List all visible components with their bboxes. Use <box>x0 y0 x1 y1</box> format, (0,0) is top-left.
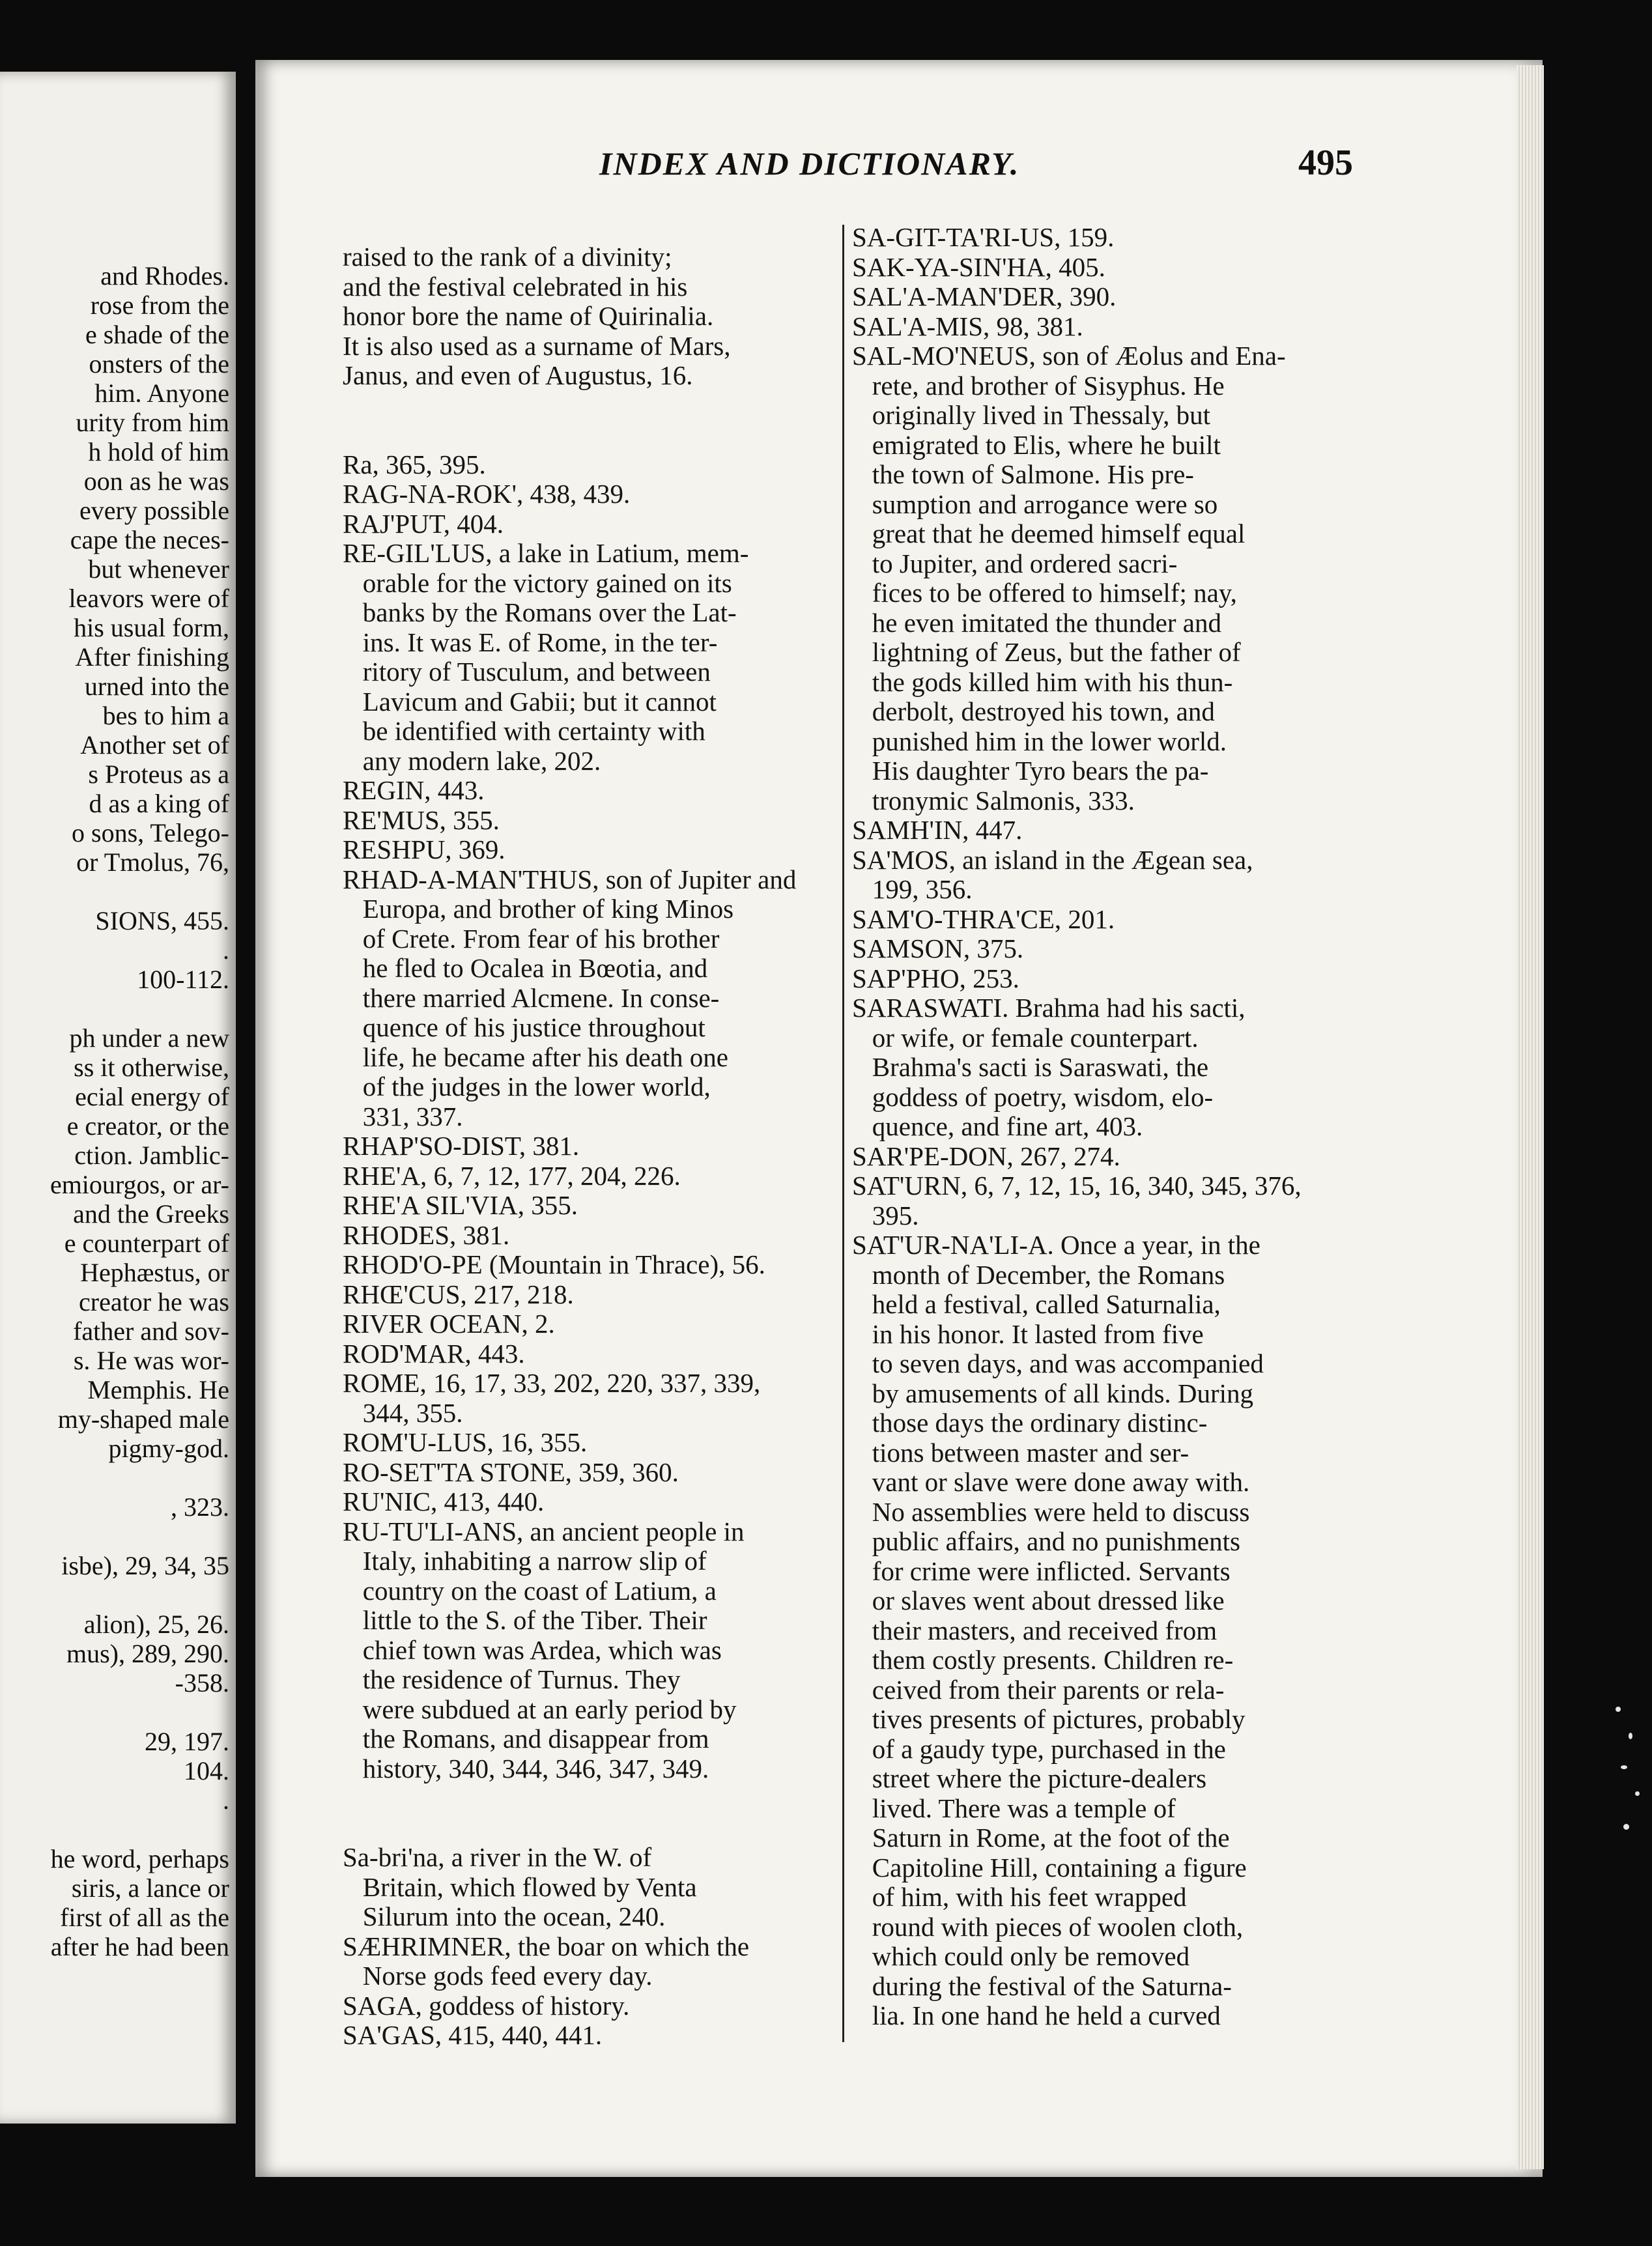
page-edge <box>1517 65 1544 2169</box>
index-line: orable for the victory gained on its <box>343 567 732 598</box>
index-line: RHŒ'CUS, 217, 218. <box>343 1279 574 1309</box>
index-line: lia. In one hand he held a curved <box>852 2000 1221 2030</box>
facing-page-line: every possible <box>79 496 229 525</box>
facing-page-line: rose from the <box>90 291 229 320</box>
index-line: any modern lake, 202. <box>343 745 601 776</box>
index-line: lived. There was a temple of <box>852 1793 1176 1823</box>
facing-page-line: after he had been <box>50 1932 229 1961</box>
index-line: punished him in the lower world. <box>852 726 1227 756</box>
facing-page-line: his usual form, <box>74 613 229 642</box>
index-line: SA-GIT-TA'RI-US, 159. <box>852 222 1115 252</box>
index-line: ROD'MAR, 443. <box>343 1338 525 1369</box>
index-line: RHAP'SO-DIST, 381. <box>343 1131 580 1161</box>
index-line: of a gaudy type, purchased in the <box>852 1733 1226 1764</box>
index-line: Britain, which flowed by Venta <box>343 1871 697 1902</box>
facing-page-line: alion), 25, 26. <box>83 1610 229 1639</box>
facing-page-line: Memphis. He <box>87 1375 229 1404</box>
index-line: the Romans, and disappear from <box>343 1724 709 1754</box>
index-line: the residence of Turnus. They <box>343 1664 681 1694</box>
index-line: Silurum into the ocean, 240. <box>343 1901 666 1931</box>
index-line: SAMH'IN, 447. <box>852 815 1023 845</box>
index-line: RIVER OCEAN, 2. <box>343 1309 555 1339</box>
index-line: quence, and fine art, 403. <box>852 1111 1143 1141</box>
index-line: SAGA, goddess of history. <box>343 1990 630 2021</box>
index-line: Saturn in Rome, at the foot of the <box>852 1823 1230 1853</box>
index-line: street where the picture-dealers <box>852 1763 1207 1793</box>
index-line: Ra, 365, 395. <box>343 449 486 479</box>
index-line: SAP'PHO, 253. <box>852 963 1019 993</box>
index-line: there married Alcmene. In conse- <box>343 982 720 1013</box>
facing-page-line: pigmy-god. <box>108 1434 229 1463</box>
index-line: Italy, inhabiting a narrow slip of <box>343 1546 707 1576</box>
index-line: RHODES, 381. <box>343 1219 510 1250</box>
facing-page-line: 29, 197. <box>145 1727 229 1756</box>
index-line: SAM'O-THRA'CE, 201. <box>852 903 1115 934</box>
index-line: SAMSON, 375. <box>852 933 1024 963</box>
index-line: those days the ordinary distinc- <box>852 1408 1208 1438</box>
index-line <box>343 391 857 421</box>
index-line: for crime were inflicted. Servants <box>852 1556 1231 1586</box>
index-line: SAL-MO'NEUS, son of Æolus and Ena- <box>852 341 1286 371</box>
facing-page-line: d as a king of <box>89 789 229 818</box>
index-line: them costly presents. Children re- <box>852 1645 1234 1675</box>
index-line: which could only be removed <box>852 1941 1190 1971</box>
index-line: Capitoline Hill, containing a figure <box>852 1852 1247 1883</box>
facing-page-line: Another set of <box>80 730 229 760</box>
index-line: Janus, and even of Augustus, 16. <box>343 360 693 390</box>
facing-page-line: bes to him a <box>102 701 229 730</box>
index-line: ritory of Tusculum, and between <box>343 657 711 687</box>
index-line: the gods killed him with his thun- <box>852 666 1233 697</box>
index-line: RE'MUS, 355. <box>343 804 500 835</box>
index-line: ins. It was E. of Rome, in the ter- <box>343 627 718 657</box>
index-line: history, 340, 344, 346, 347, 349. <box>343 1753 709 1784</box>
index-line: vant or slave were done away with. <box>852 1467 1250 1497</box>
index-line: RU-TU'LI-ANS, an ancient people in <box>343 1516 745 1546</box>
facing-page-line: father and sov- <box>73 1316 229 1346</box>
facing-page-line: After finishing <box>75 642 229 672</box>
index-line: 395. <box>852 1200 919 1230</box>
index-line: SAK-YA-SIN'HA, 405. <box>852 251 1105 282</box>
index-line: 331, 337. <box>343 1101 463 1131</box>
facing-page-line: s. He was wor- <box>73 1346 229 1375</box>
index-line: country on the coast of Latium, a <box>343 1575 717 1606</box>
running-header: INDEX AND DICTIONARY. <box>599 145 1020 182</box>
page-number: 495 <box>1298 143 1353 183</box>
facing-page-line: 100-112. <box>137 965 229 994</box>
index-line: their masters, and received from <box>852 1615 1218 1645</box>
index-line: during the festival of the Saturna- <box>852 1970 1232 2001</box>
index-line: RHE'A, 6, 7, 12, 177, 204, 226. <box>343 1160 681 1191</box>
index-line: RAG-NA-ROK', 438, 439. <box>343 479 631 509</box>
index-line: round with pieces of woolen cloth, <box>852 1911 1244 1942</box>
index-line <box>343 420 857 450</box>
index-line: public affairs, and no punishments <box>852 1526 1240 1556</box>
index-line: and the festival celebrated in his <box>343 271 688 302</box>
index-line: SA'MOS, an island in the Ægean sea, <box>852 844 1253 875</box>
facing-page-line: onsters of the <box>89 349 229 378</box>
facing-page-line: emiourgos, or ar- <box>50 1170 229 1199</box>
facing-page-line: h hold of him <box>88 437 229 466</box>
index-line: Europa, and brother of king Minos <box>343 894 734 924</box>
facing-page-line: him. Anyone <box>94 378 229 408</box>
index-line: life, he became after his death one <box>343 1042 728 1072</box>
facing-page-line: . <box>223 935 229 965</box>
facing-page-left <box>0 72 236 2124</box>
index-line: quence of his justice throughout <box>343 1012 705 1042</box>
index-line: ROME, 16, 17, 33, 202, 220, 337, 339, <box>343 1368 761 1398</box>
paper-specks <box>1609 1694 1648 1863</box>
facing-page-line: ction. Jamblic- <box>74 1141 229 1170</box>
facing-page-line: urity from him <box>76 408 229 437</box>
facing-page-line: and the Greeks <box>73 1199 229 1229</box>
index-line: or slaves went about dressed like <box>852 1585 1225 1615</box>
index-line: 199, 356. <box>852 874 973 904</box>
index-line: were subdued at an early period by <box>343 1694 737 1724</box>
index-line: tronymic Salmonis, 333. <box>852 785 1135 816</box>
index-line: raised to the rank of a divinity; <box>343 242 672 272</box>
index-line: sumption and arrogance were so <box>852 489 1218 519</box>
facing-page-line: o sons, Telego- <box>72 818 229 847</box>
index-line: RHAD-A-MAN'THUS, son of Jupiter and <box>343 864 797 894</box>
index-line: His daughter Tyro bears the pa- <box>852 756 1209 786</box>
facing-page-line: e creator, or the <box>66 1111 229 1141</box>
index-line: to seven days, and was accompanied <box>852 1348 1264 1378</box>
index-line: emigrated to Elis, where he built <box>852 429 1221 460</box>
index-line: he even imitated the thunder and <box>852 607 1221 638</box>
index-line: little to the S. of the Tiber. Their <box>343 1605 707 1635</box>
facing-page-line: my-shaped male <box>57 1404 229 1434</box>
index-line: he fled to Ocalea in Bœotia, and <box>343 953 708 983</box>
facing-page-line: mus), 289, 290. <box>66 1639 229 1668</box>
index-line: RESHPU, 369. <box>343 834 506 864</box>
index-line: SAR'PE-DON, 267, 274. <box>852 1141 1120 1171</box>
index-line: SA'GAS, 415, 440, 441. <box>343 2020 603 2050</box>
facing-page-line: urned into the <box>84 672 229 701</box>
index-line: by amusements of all kinds. During <box>852 1378 1254 1408</box>
facing-page-line: leavors were of <box>68 584 229 613</box>
facing-page-line: first of all as the <box>60 1903 229 1932</box>
index-line: banks by the Romans over the Lat- <box>343 597 737 627</box>
index-line: derbolt, destroyed his town, and <box>852 696 1215 726</box>
index-line: ROM'U-LUS, 16, 355. <box>343 1427 588 1457</box>
index-line: great that he deemed himself equal <box>852 519 1246 548</box>
facing-page-line: 104. <box>184 1756 229 1785</box>
index-line: tions between master and ser- <box>852 1437 1189 1468</box>
index-line: No assemblies were held to discuss <box>852 1496 1250 1527</box>
index-line: RO-SET'TA STONE, 359, 360. <box>343 1457 679 1487</box>
index-line: of him, with his feet wrapped <box>852 1882 1187 1912</box>
facing-page-line: ph under a new <box>69 1023 229 1053</box>
facing-page-line: oon as he was <box>83 466 229 496</box>
index-line: SARASWATI. Brahma had his sacti, <box>852 993 1246 1023</box>
facing-page-line: , 323. <box>171 1492 229 1522</box>
index-line: in his honor. It lasted from five <box>852 1318 1204 1349</box>
index-line: RHE'A SIL'VIA, 355. <box>343 1190 578 1220</box>
facing-page-line: or Tmolus, 76, <box>76 847 229 877</box>
facing-page-line: cape the neces- <box>70 525 229 554</box>
index-line: Lavicum and Gabii; but it cannot <box>343 686 717 717</box>
index-line: Sa-bri'na, a river in the W. of <box>343 1842 652 1872</box>
facing-page-line: siris, a lance or <box>71 1873 229 1903</box>
facing-page-line: s Proteus as a <box>88 760 229 789</box>
index-line: SAL'A-MAN'DER, 390. <box>852 281 1117 311</box>
index-line <box>343 1813 857 1843</box>
index-line: SAT'UR-NA'LI-A. Once a year, in the <box>852 1230 1260 1260</box>
index-line: of Crete. From fear of his brother <box>343 923 720 954</box>
index-line: originally lived in Thessaly, but <box>852 400 1211 430</box>
facing-page-line: SIONS, 455. <box>95 906 229 935</box>
facing-page-line: creator he was <box>79 1287 229 1316</box>
index-line: ceived from their parents or rela- <box>852 1674 1225 1705</box>
index-line: Brahma's sacti is Saraswati, the <box>852 1052 1209 1082</box>
index-line: of the judges in the lower world, <box>343 1072 711 1102</box>
index-line: or wife, or female counterpart. <box>852 1022 1199 1053</box>
index-line: lightning of Zeus, but the father of <box>852 637 1241 667</box>
facing-page-line: and Rhodes. <box>100 261 229 291</box>
facing-page-line: ecial energy of <box>75 1082 229 1111</box>
index-line: held a festival, called Saturnalia, <box>852 1289 1221 1319</box>
index-line: chief town was Ardea, which was <box>343 1634 722 1665</box>
facing-page-line: -358. <box>175 1668 229 1698</box>
index-line: REGIN, 443. <box>343 775 485 805</box>
index-line: tives presents of pictures, probably <box>852 1704 1246 1734</box>
index-line: SÆHRIMNER, the boar on which the <box>343 1931 750 1961</box>
facing-page-line: e counterpart of <box>64 1229 229 1258</box>
index-line: SAT'URN, 6, 7, 12, 15, 16, 340, 345, 376, <box>852 1171 1302 1201</box>
index-line: 344, 355. <box>343 1397 463 1428</box>
index-line: honor bore the name of Quirinalia. <box>343 301 714 331</box>
index-line: RHOD'O-PE (Mountain in Thrace), 56. <box>343 1249 765 1279</box>
index-line: goddess of poetry, wisdom, elo- <box>852 1081 1214 1112</box>
facing-page-line: he word, perhaps <box>50 1844 229 1873</box>
facing-page-line: . <box>223 1785 229 1815</box>
facing-page-line: e shade of the <box>85 320 229 349</box>
index-line: be identified with certainty with <box>343 716 705 746</box>
facing-page-line: Hephæstus, or <box>80 1258 229 1287</box>
index-line: month of December, the Romans <box>852 1259 1225 1290</box>
index-column-right <box>852 223 1425 2031</box>
index-line: It is also used as a surname of Mars, <box>343 330 731 361</box>
index-line: the town of Salmone. His pre- <box>852 459 1194 489</box>
index-line: RAJ'PUT, 404. <box>343 508 504 539</box>
facing-page-line: but whenever <box>88 554 229 584</box>
index-line: RE-GIL'LUS, a lake in Latium, mem- <box>343 538 749 568</box>
facing-page-line: ss it otherwise, <box>74 1053 229 1082</box>
index-line: RU'NIC, 413, 440. <box>343 1486 545 1516</box>
index-line <box>343 1784 857 1813</box>
facing-page-line: isbe), 29, 34, 35 <box>61 1551 229 1580</box>
index-column-left <box>343 242 857 2051</box>
index-line: fices to be offered to himself; nay, <box>852 578 1237 608</box>
index-line: rete, and brother of Sisyphus. He <box>852 370 1225 401</box>
index-line: SAL'A-MIS, 98, 381. <box>852 311 1083 341</box>
index-line: Norse gods feed every day. <box>343 1961 653 1991</box>
index-line: to Jupiter, and ordered sacri- <box>852 548 1178 578</box>
